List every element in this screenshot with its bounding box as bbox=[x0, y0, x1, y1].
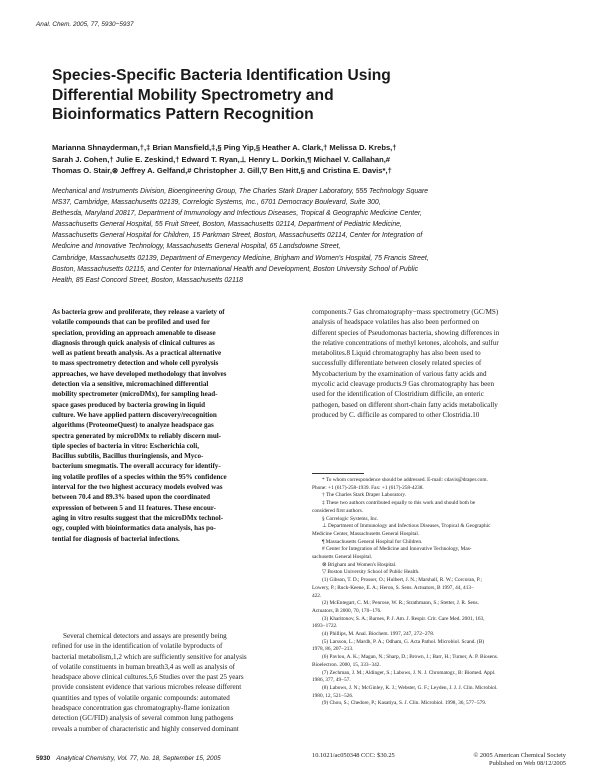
reference-line: (6) Pavlou, A. K.; Magan, N.; Sharp, D.; Brown, J.; Barr, H.; Turner, A. P. Biosens. bbox=[322, 654, 499, 661]
author-line: Marianna Shnayderman,†,‡ Brian Mansfield,‡,§ Ping Yip,§ Heather A. Clark,† Melissa D. Krebs,† bbox=[52, 143, 397, 152]
reference-line: (9) Chou, S.; Chedore, P.; Kasatiya, S. J. Clin. Microbiol. 1998, 36, 577−579. bbox=[322, 700, 487, 707]
footnotes bbox=[312, 477, 562, 708]
affiliation-line: Massachusetts General Hospital for Children, 15 Parkman Street, Boston, Massachusetts 02114, Center for Integration of bbox=[52, 232, 423, 240]
body-line: different species of Pseudomonas bacteria, showing differences in bbox=[312, 328, 500, 337]
footnote-line: † The Charles Stark Draper Laboratory. bbox=[322, 492, 406, 499]
published-date: Published on Web 08/12/2005 bbox=[489, 760, 566, 767]
footnote-divider bbox=[312, 473, 364, 474]
body-line: mycolic acid cleavage products.9 Gas chromatography has been bbox=[312, 380, 495, 389]
affiliation-line: Mechanical and Instruments Division, Bioengineering Group, The Charles Stark Draper Laboratory, 555 Technology Square bbox=[52, 188, 429, 195]
reference-line: (4) Phillips, M. Anal. Biochem. 1997, 247, 272−278. bbox=[322, 631, 435, 638]
journal-reference: Anal. Chem. 2005, 77, 5930−5937 bbox=[36, 21, 134, 28]
abstract-line: Bacillus subtilis, Bacillus thuringiensis, and Myco- bbox=[52, 452, 204, 461]
abstract-line: tiple species of bacteria in vitro: Escherichia coli, bbox=[52, 441, 199, 450]
footnote-line: ⊥ Department of Immunology and Infectious Diseases, Tropical & Geographic bbox=[322, 523, 491, 530]
footnote-line: ‡ These two authors contributed equally to this work and should both be bbox=[322, 500, 476, 507]
copyright: © 2005 American Chemical Society bbox=[473, 752, 566, 759]
author-line: Sarah J. Cohen,† Julie E. Zeskind,† Edward T. Ryan,⊥ Henry L. Dorkin,¶ Michael V. Callahan,# bbox=[52, 154, 391, 164]
abstract-line: between 70.4 and 89.3% based upon the coordinated bbox=[52, 493, 211, 502]
footnote-line: ▽ Boston University School of Public Health. bbox=[322, 569, 420, 576]
footnote-line: sachusetts General Hospital. bbox=[312, 554, 373, 561]
affiliation-line: Cambridge, Massachusetts 02139, Department of Emergency Medicine, Brigham and Women's Hospital, 75 Francis Street, bbox=[52, 254, 429, 262]
title-line: Species-Specific Bacteria Identification Using bbox=[52, 67, 391, 84]
body-line: pathogen, based on different short-chain fatty acids metabolically bbox=[312, 400, 498, 409]
reference-line: (5) Larsson, L.; Mardh, P. A.; Odham, G. Acta Pathol. Microbiol. Scand. (B) bbox=[322, 638, 485, 645]
abstract-line: detection via a sensitive, micromachined differential bbox=[52, 380, 209, 389]
footnote-line: Phone: +1 (617)-258-1939. Fax: +1 (617)-258-4238. bbox=[312, 484, 424, 491]
reference-line: (7) Zechman, J. M.; Aldinger, S.; Labows, J. N. J. Chromatogr., B: Biomed. Appl. bbox=[322, 669, 496, 676]
reference-line: 1986, 377, 49−57. bbox=[312, 677, 351, 684]
body-line: quantities and types of volatile organic compounds: automated bbox=[52, 693, 230, 702]
body-line: metabolites.8 Liquid chromatography has also been used to bbox=[312, 349, 481, 358]
abstract-line: expression of between 5 and 11 features. These encour- bbox=[52, 503, 216, 512]
body-line: bacterial metabolism,1,2 which are sufficiently sensitive for analysis bbox=[52, 652, 247, 661]
abstract bbox=[52, 307, 296, 544]
affiliation-line: Boston, Massachusetts 02115, and Center for International Health and Development, Boston University School of Public bbox=[52, 265, 419, 273]
abstract-line: space gases produced by bacteria growing in liquid bbox=[52, 400, 206, 409]
body-line: components.7 Gas chromatography−mass spectrometry (GC/MS) bbox=[312, 308, 499, 316]
body-line: of volatile constituents in human breath3,4 as well as analysis of bbox=[52, 662, 236, 671]
abstract-line: to mass spectrometry detection and whole cell pyrolysis bbox=[52, 359, 219, 368]
body-line: provide consistent evidence that various microbes release different bbox=[52, 683, 242, 692]
title-line: Differential Mobility Spectrometry and bbox=[52, 86, 334, 104]
abstract-line: aging in vitro results suggest that the microDMx technol- bbox=[52, 513, 224, 522]
reference-line: (1) Gibson, T. D.; Prosser, O.; Hulbert, J. N.; Marshall, R. W.; Corcoran, P.; bbox=[322, 577, 482, 584]
abstract-line: mobility spectrometer (microDMx), for sampling head- bbox=[52, 390, 218, 399]
abstract-line: spectra generated by microDMx to reliably discern mul- bbox=[52, 431, 222, 440]
footnote-line: # Center for Integration of Medicine and Innovative Technology, Mas- bbox=[322, 546, 472, 553]
article-title bbox=[52, 66, 572, 125]
abstract-line: ogy, coupled with bioinformatics data analysis, has po- bbox=[52, 524, 216, 533]
reference-line: (3) Kharitonov, S. A.; Barnes, P. J. Am. J. Respir. Crit. Care Med. 2001, 163, bbox=[322, 615, 485, 622]
title-line: Bioinformatics Pattern Recognition bbox=[52, 106, 314, 123]
reference-line: Actuators, B 2000, 70, 170−176. bbox=[312, 607, 382, 614]
body-line: Several chemical detectors and assays are presently being bbox=[63, 632, 227, 640]
body-line: headspace concentration gas chromatography-flame ionization bbox=[52, 704, 230, 713]
body-line: analysis of headspace volatiles has also been performed on bbox=[312, 318, 480, 327]
footnote-line: * To whom correspondence should be addressed. E-mail: cdavis@draper.com. bbox=[322, 477, 488, 483]
body-line: produced by C. difficile as compared to other Clostridia.10 bbox=[312, 410, 480, 419]
author-line: Thomas O. Stair,⊗ Jeffrey A. Gelfand,# Christopher J. Gill,▽ Ben Hitt,§ and Cristina E. Davis*,† bbox=[52, 166, 392, 175]
abstract-line: tential for diagnosis of bacterial infections. bbox=[52, 534, 180, 543]
journal-issue: Analytical Chemistry, Vol. 77, No. 18, September 15, 2005 bbox=[56, 755, 221, 762]
body-line: successfully differentiate between closely related species of bbox=[312, 359, 482, 368]
author-list bbox=[52, 142, 572, 177]
abstract-line: culture. We have applied pattern discovery/recognition bbox=[52, 410, 217, 419]
affiliations bbox=[52, 186, 572, 286]
page-number: 5930 bbox=[36, 755, 51, 762]
reference-line: Lowery, P.; Ruck-Keene, E. A.; Heron, S. Sens. Actuators, B 1997, 44, 413− bbox=[312, 584, 474, 591]
abstract-line: ing volatile profiles of a species within the 95% confidence bbox=[52, 472, 227, 481]
affiliation-line: Bethesda, Maryland 20817, Department of Immunology and Infectious Diseases, Tropical & Geographic Medicine Center, bbox=[52, 210, 422, 218]
affiliation-line: MS37, Cambridge, Massachusetts 02139, Correlogic Systems, Inc., 6701 Democracy Boulevard, Suite 300, bbox=[52, 199, 381, 207]
affiliation-line: Massachusetts General Hospital, 55 Fruit Street, Boston, Massachusetts 02114, Department of Pediatric Medicine, bbox=[52, 221, 402, 229]
abstract-line: algorithms (ProteomeQuest) to analyze headspace gas bbox=[52, 421, 214, 430]
abstract-line: diagnosis through quick analysis of clinical cultures as bbox=[52, 338, 215, 347]
reference-line: 1980, 12, 521−526. bbox=[312, 692, 354, 699]
reference-line: 422. bbox=[312, 592, 322, 599]
footnote-line: considered first authors. bbox=[312, 507, 364, 514]
reference-line: (2) McEntegart, C. M.; Penrose, W. R.; Strathmann, S.; Stetter, J. R. Sens. bbox=[322, 600, 479, 607]
footnote-line: Medicine Center, Massachusetts General Hospital. bbox=[312, 530, 420, 537]
reference-line: (8) Labows, J. N.; McGinley, K. J.; Webster, G. F.; Leyden, J. J. J. Clin. Microbiol. bbox=[322, 684, 498, 691]
body-line: reveals a number of characteristic and highly conserved dominant bbox=[52, 724, 239, 733]
abstract-line: interval for the two highest accuracy models evolved was bbox=[52, 483, 223, 492]
footer-left bbox=[36, 755, 221, 763]
body-line: Mycobacterium by the examination of various fatty acids and bbox=[312, 369, 487, 378]
reference-line: 1978, 86, 207−213. bbox=[312, 646, 354, 653]
body-line: headspace above clinical cultures.5,6 Studies over the past 25 years bbox=[52, 673, 244, 682]
footnote-line: ⊗ Brigham and Women's Hospital. bbox=[322, 561, 397, 568]
body-text-left-column bbox=[52, 631, 296, 734]
abstract-line: As bacteria grow and proliferate, they release a variety of bbox=[52, 308, 225, 316]
body-line: the relative concentrations of methyl ketones, alcohols, and sulfur bbox=[312, 338, 499, 347]
footnote-line: § Correlogic Systems, Inc. bbox=[322, 515, 379, 522]
reference-line: 1693−1722. bbox=[312, 623, 338, 630]
abstract-line: speciation, providing an approach amenable to disease bbox=[52, 328, 216, 337]
affiliation-line: Health, 85 East Concord Street, Boston, Massachusetts 02118 bbox=[52, 276, 244, 284]
abstract-line: approaches, we have developed methodology that involves bbox=[52, 369, 227, 378]
abstract-line: volatile compounds that can be profiled and used for bbox=[52, 318, 211, 327]
affiliation-line: Medicine and Innovative Technology, Massachusetts General Hospital, 65 Landsdowne Street, bbox=[52, 243, 341, 251]
body-line: detection (GC/FID) analysis of several common lung pathogens bbox=[52, 714, 234, 723]
abstract-line: well as patient breath analysis. As a practical alternative bbox=[52, 349, 222, 358]
doi-price: 10.1021/ac050348 CCC: $30.25 bbox=[312, 752, 395, 759]
footer-right bbox=[473, 752, 566, 768]
body-line: refined for use in the identification of volatile byproducts of bbox=[52, 642, 223, 651]
body-text-right-column bbox=[312, 307, 560, 420]
abstract-line: bacterium smegmatis. The overall accuracy for identify- bbox=[52, 462, 221, 471]
footnote-line: ¶ Massachusetts General Hospital for Children. bbox=[322, 538, 423, 545]
reference-line: Bioelectron. 2000, 15, 333−342. bbox=[312, 661, 381, 668]
body-line: used for the identification of Clostridium difficile, an enteric bbox=[312, 390, 484, 399]
